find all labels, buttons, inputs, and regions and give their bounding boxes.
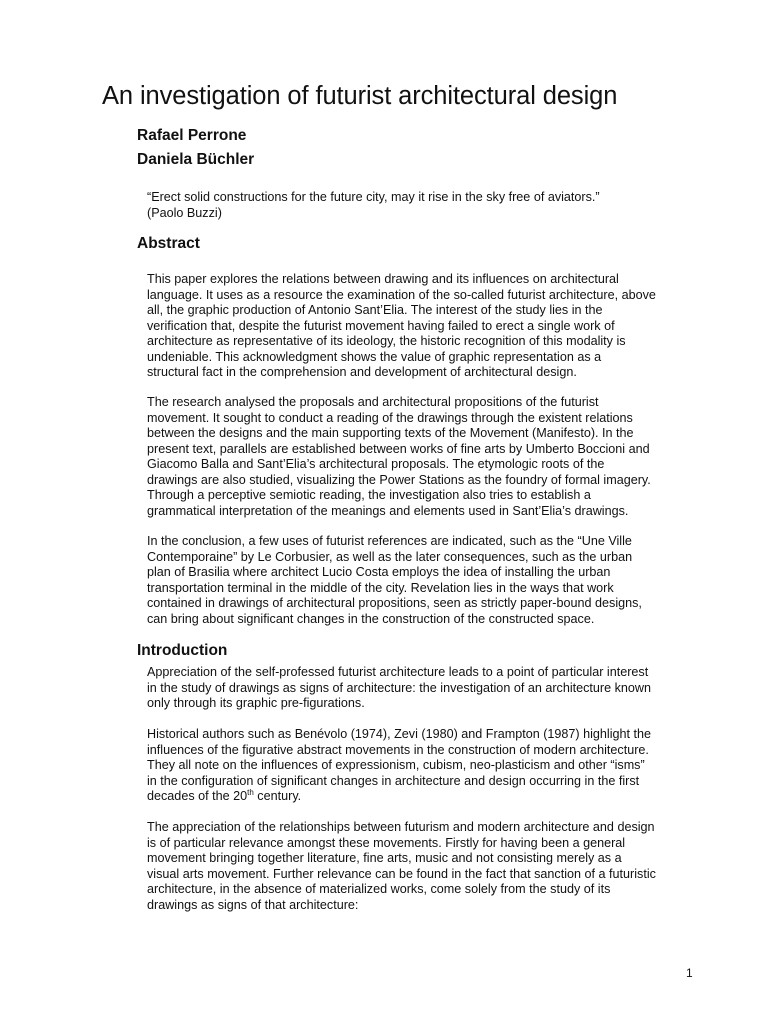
epigraph	[147, 189, 600, 221]
text-line: between the designs and the main supporting texts of the Movement (Manifesto). In the	[147, 426, 634, 440]
text-line: The research analysed the proposals and architectural propositions of the futurist	[147, 395, 599, 409]
text-line: plan of Brasilia where architect Lucio Costa employs the idea of installing the urban	[147, 565, 611, 579]
text-line: only through its graphic pre-figurations.	[147, 696, 365, 710]
text-line	[147, 789, 651, 805]
author-name: Rafael Perrone	[137, 127, 247, 144]
text-line: in the study of drawings as signs of architecture: the investigation of an architecture known	[147, 680, 652, 695]
text-line: in the configuration of significant changes in architecture and design occurring in the first	[147, 773, 640, 788]
introduction-paragraph	[147, 820, 656, 913]
author-name: Daniela Büchler	[137, 151, 255, 168]
text-line: architecture as representative of its ideology, the historic recognition of this modality is	[147, 334, 626, 348]
abstract-paragraph	[147, 395, 651, 519]
text-line: can bring about significant changes in the construction of the constructed space.	[147, 611, 595, 626]
text-line: undeniable. This acknowledgment shows the value of graphic representation as a	[147, 349, 602, 364]
paper-title: An investigation of futurist architectural design	[102, 82, 618, 110]
text-line: is of particular relevance amongst these movements. Firstly for having been a general	[147, 835, 626, 850]
text-line: Appreciation of the self-professed futurist architecture leads to a point of particular interest	[147, 665, 649, 679]
text-line: Contemporaine” by Le Corbusier, as well as the later consequences, such as the urban	[147, 549, 633, 564]
text-line: structural fact in the comprehension and development of architectural design.	[147, 365, 577, 379]
text-line: drawings are also studied, visualizing the Power Stations as the foundry of formal imagery.	[147, 472, 651, 487]
text-fragment: decades of the 20	[147, 789, 248, 803]
text-line: architecture, in the absence of materialized works, come solely from the study of its	[147, 882, 611, 896]
text-line: This paper explores the relations between drawing and its influences on architectural	[147, 272, 619, 286]
text-line: contained in drawings of architectural propositions, seen as strictly paper-bound designs,	[147, 596, 642, 610]
text-line: The appreciation of the relationships between futurism and modern architecture and design	[147, 820, 655, 834]
text-line: movement. It sought to conduct a reading of the drawings through the existent relations	[147, 410, 633, 425]
epigraph-quote: “Erect solid constructions for the future city, may it rise in the sky free of aviators.”	[147, 190, 600, 204]
text-line: Historical authors such as Benévolo (1974), Zevi (1980) and Frampton (1987) highlight the	[147, 727, 652, 741]
abstract-paragraph	[147, 534, 642, 627]
text-fragment: century.	[253, 789, 302, 803]
section-heading-introduction: Introduction	[137, 642, 228, 659]
introduction-paragraph	[147, 665, 651, 712]
text-line: Through a perceptive semiotic reading, the investigation also tries to establish a	[147, 488, 591, 502]
text-line: influences of the figurative abstract movements in the construction of modern architecture.	[147, 742, 649, 757]
text-line: drawings as signs of that architecture:	[147, 897, 359, 912]
text-line: all, the graphic production of Antonio Sant’Elia. The interest of the study lies in the	[147, 303, 603, 317]
text-line: Giacomo Balla and Sant’Elia’s architectural proposals. The etymologic roots of the	[147, 457, 605, 471]
epigraph-attribution: (Paolo Buzzi)	[147, 206, 222, 220]
text-line: verification that, despite the futurist movement having failed to erect a single work of	[147, 318, 615, 333]
abstract-paragraph	[147, 272, 656, 381]
text-line: visual arts movement. Further relevance can be found in the fact that sanction of a futuristic	[147, 866, 656, 881]
text-line: language. It uses as a resource the examination of the so-called futurist architecture, above	[147, 287, 656, 302]
text-line: movement bringing together literature, fine arts, music and not consisting merely as a	[147, 851, 622, 865]
superscript: th	[247, 788, 254, 797]
text-line: They all note on the influences of expressionism, cubism, neo-plasticism and other “isms”	[147, 758, 645, 772]
section-heading-abstract: Abstract	[137, 235, 200, 252]
text-line: grammatical interpretation of the meanings and elements used in Sant’Elia’s drawings.	[147, 503, 629, 518]
text-line: present text, parallels are established between works of fine arts by Umberto Boccioni and	[147, 441, 650, 456]
page-number: 1	[686, 966, 693, 980]
text-line: transportation terminal in the middle of the city. Revelation lies in the ways that work	[147, 580, 614, 595]
text-line: In the conclusion, a few uses of futurist references are indicated, such as the “Une Ville	[147, 534, 632, 548]
introduction-paragraph	[147, 727, 651, 805]
